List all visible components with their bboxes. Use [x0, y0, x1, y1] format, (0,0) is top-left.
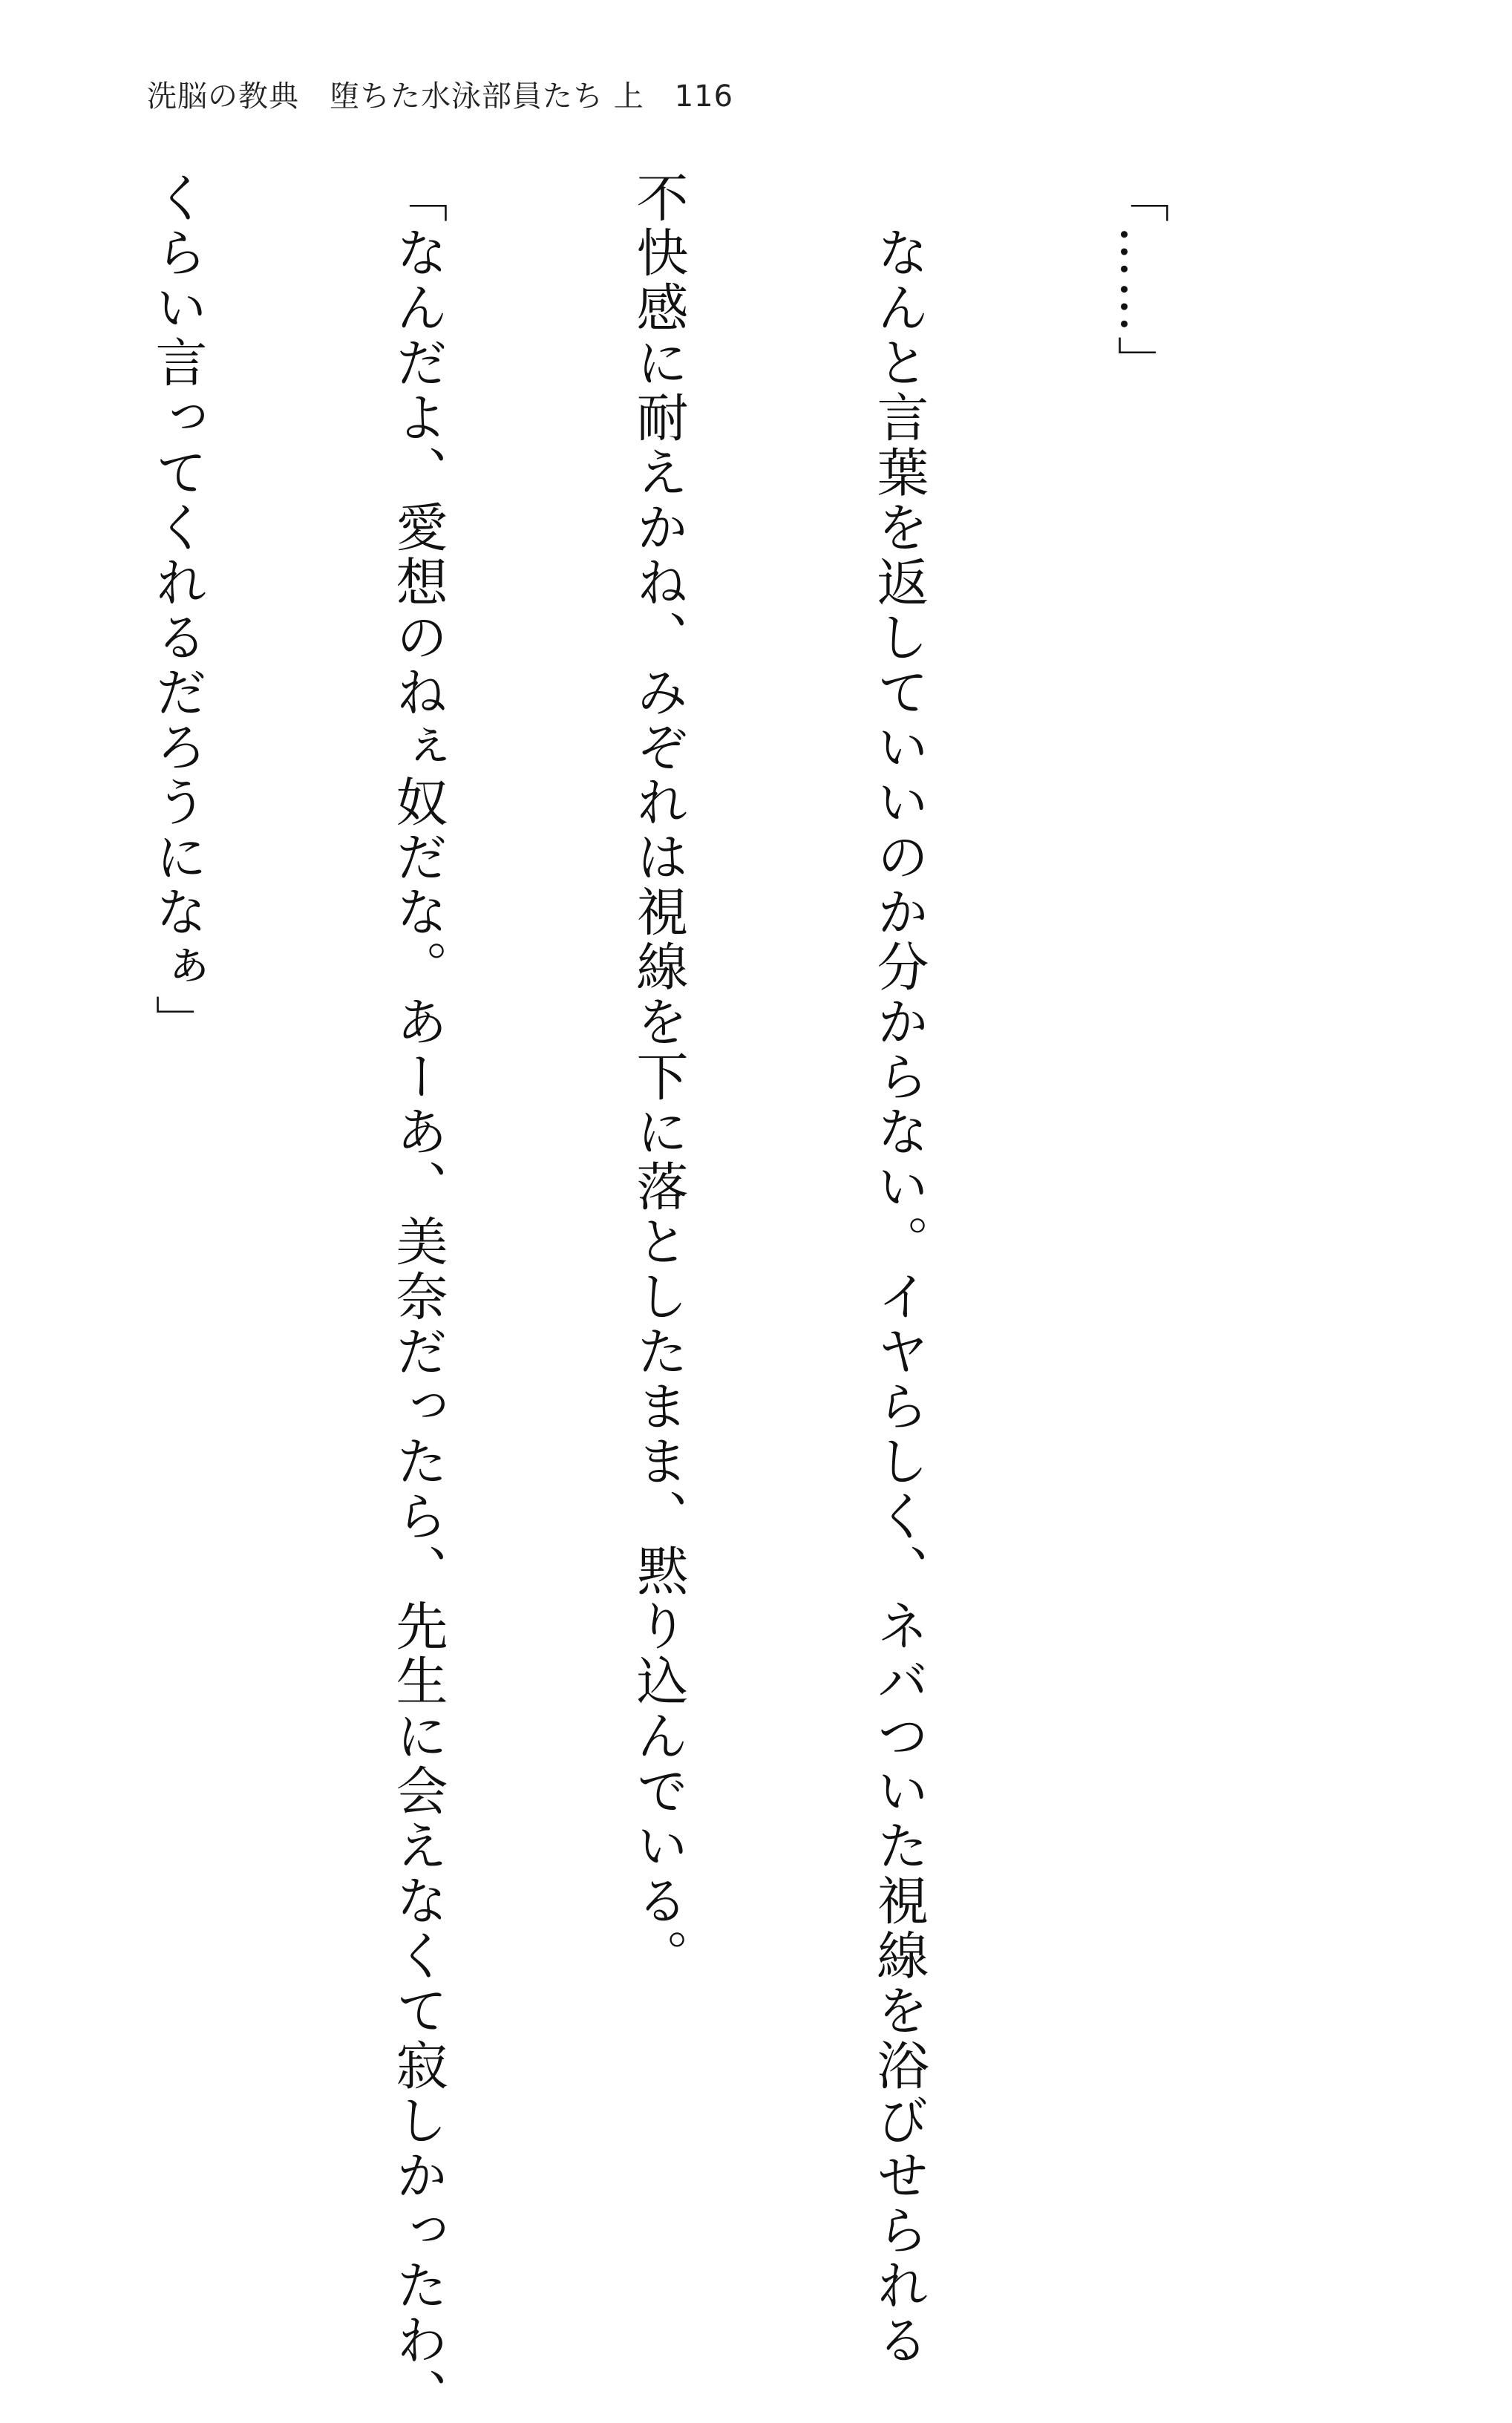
text-line: なんと言葉を返していいのか分からない。イヤらしく、ネバついた視線を浴びせられる [868, 171, 929, 2368]
text-line: 不快感に耐えかね、みぞれは視線を下に落としたまま、黙り込んでいる。 [628, 171, 689, 1984]
running-header: 洗脳の教典 堕ちた水泳部員たち 上 116 [147, 79, 734, 114]
text-line: 「なんだよ、愛想のねぇ奴だな。あーあ、美奈だったら、先生に会えなくて寂しかったわ、 [387, 171, 448, 2423]
vertical-text-block [0, 171, 1340, 2423]
text-line: 「……」 [1109, 171, 1170, 390]
text-line: くらい言ってくれるだろうになぁ」 [147, 171, 208, 1050]
